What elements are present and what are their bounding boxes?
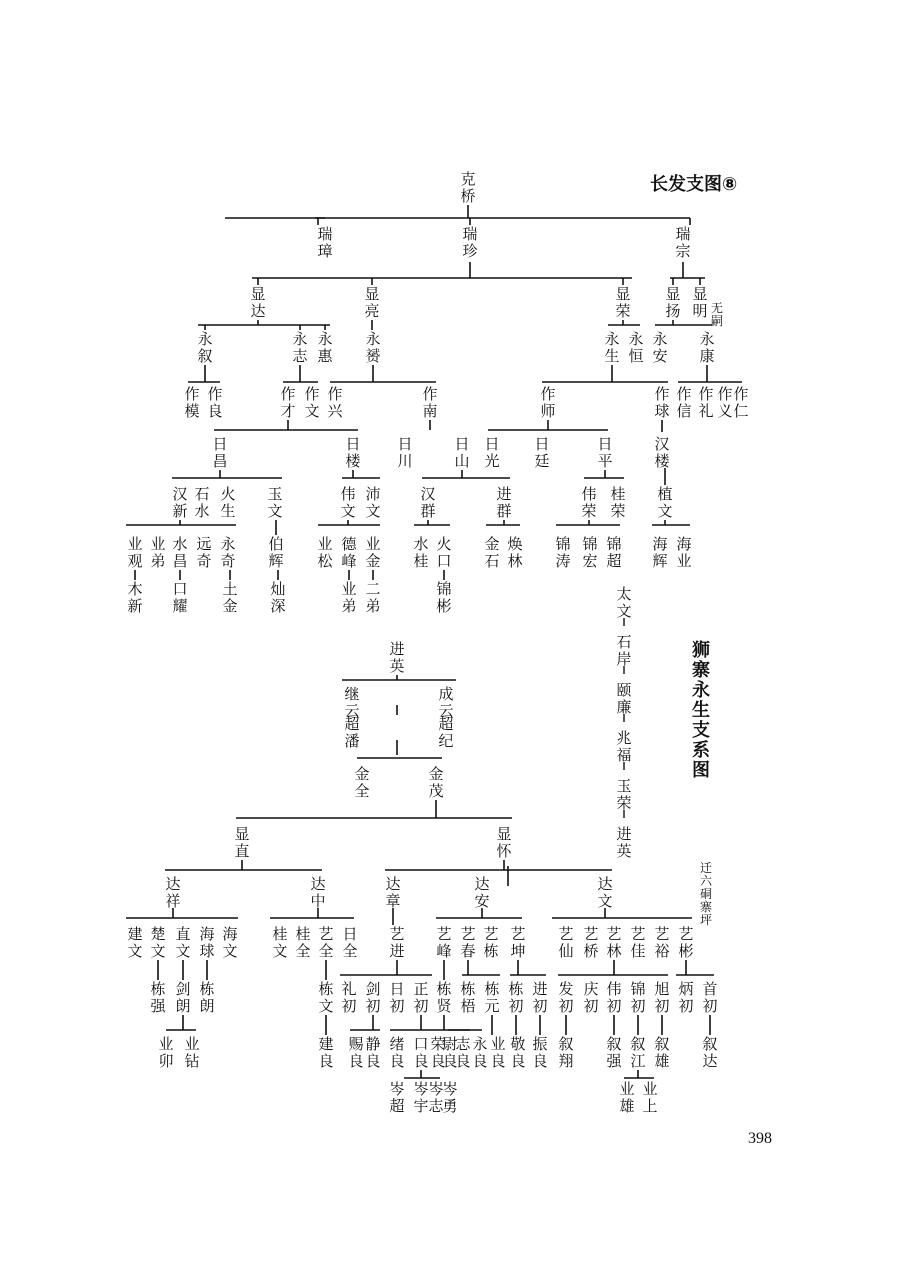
- person-name: 敬良: [510, 1035, 526, 1070]
- person-name: 业弟: [341, 580, 357, 615]
- person-name: 剑朗: [175, 980, 191, 1015]
- person-name: 振良: [532, 1035, 548, 1070]
- person-name: 首初: [702, 980, 718, 1015]
- person-name: 进群: [496, 485, 512, 520]
- person-name: 赐良: [348, 1035, 364, 1070]
- person-name: 作南: [422, 385, 438, 420]
- person-name: 作文: [304, 385, 320, 420]
- person-name: 达中: [310, 875, 326, 910]
- person-name: 艺春: [460, 925, 476, 960]
- person-name: 尉良: [442, 1035, 458, 1070]
- person-name: 口良: [413, 1035, 429, 1070]
- person-name: 永安: [652, 330, 668, 365]
- person-name: 克桥: [460, 170, 476, 205]
- person-name: 绪良: [389, 1035, 405, 1070]
- person-name: 栋贤: [436, 980, 452, 1015]
- person-name: 远奇: [196, 535, 212, 570]
- person-name: 日廷: [534, 435, 550, 470]
- person-name: 炳初: [678, 980, 694, 1015]
- person-name: 旭初: [654, 980, 670, 1015]
- person-name: 显怀: [496, 825, 512, 860]
- person-name: 叙强: [606, 1035, 622, 1070]
- person-name: 永志: [292, 330, 308, 365]
- person-name: 日平: [597, 435, 613, 470]
- tree-lines: [126, 205, 742, 1078]
- person-name: 水桂: [413, 535, 429, 570]
- lineage-name: 兆福: [616, 729, 632, 764]
- person-name: 岑勇: [442, 1080, 458, 1115]
- person-name: 作球: [654, 385, 670, 420]
- person-name: 岑志: [428, 1080, 444, 1115]
- person-name: 栋强: [150, 980, 166, 1015]
- person-name: 金全: [354, 765, 370, 800]
- lineage-name: 石岸: [616, 633, 632, 668]
- person-name: 口耀: [172, 580, 188, 615]
- person-name: 进初: [532, 980, 548, 1015]
- person-name: 荣良: [430, 1035, 446, 1070]
- person-name: 栋梧: [460, 980, 476, 1015]
- person-name: 显直: [234, 825, 250, 860]
- person-name: 汉新: [172, 485, 188, 520]
- person-name: 叙翔: [558, 1035, 574, 1070]
- person-name: 海业: [676, 535, 692, 570]
- person-name: 栋元: [484, 980, 500, 1015]
- person-name: 超纪: [438, 715, 454, 750]
- person-name: 岑超: [389, 1080, 405, 1115]
- person-name: 显明: [692, 285, 708, 320]
- person-name: 锦涛: [555, 535, 571, 570]
- lineage-name: 太文: [616, 585, 632, 620]
- person-name: 业雄: [619, 1080, 635, 1115]
- person-name: 汉楼: [654, 435, 670, 470]
- person-name: 桂荣: [610, 485, 626, 520]
- person-name: 作信: [676, 385, 692, 420]
- person-name: 艺仙: [558, 925, 574, 960]
- person-name: 超潘: [344, 715, 360, 750]
- lineage-name: 进英: [616, 825, 632, 860]
- chart-subtitle: 狮寨永生支系图: [689, 640, 710, 780]
- person-name: 建良: [318, 1035, 334, 1070]
- person-name: 进英: [389, 640, 405, 675]
- person-name: 焕林: [507, 535, 523, 570]
- person-name: 火生: [220, 485, 236, 520]
- person-name: 达安: [474, 875, 490, 910]
- person-name: 土金: [222, 580, 238, 615]
- person-name: 桂文: [272, 925, 288, 960]
- person-name: 海辉: [652, 535, 668, 570]
- person-name: 达章: [385, 875, 401, 910]
- person-name: 永生: [604, 330, 620, 365]
- person-name: 作仁: [733, 385, 749, 420]
- lineage-name: 颐廉: [616, 681, 632, 716]
- person-name: 永赟: [365, 330, 381, 365]
- person-name: 日初: [389, 980, 405, 1015]
- person-name: 水昌: [172, 535, 188, 570]
- person-name: 伟文: [340, 485, 356, 520]
- person-name: 叙达: [702, 1035, 718, 1070]
- person-name: 显荣: [615, 285, 631, 320]
- person-name: 金茂: [428, 765, 444, 800]
- person-name: 锦初: [630, 980, 646, 1015]
- person-name: 日光: [484, 435, 500, 470]
- person-name: 瑞宗: [675, 225, 691, 260]
- person-name: 植文: [657, 485, 673, 520]
- person-name: 作才: [280, 385, 296, 420]
- person-name: 日楼: [345, 435, 361, 470]
- person-name: 无嗣: [710, 301, 724, 328]
- person-name: 业钻: [184, 1035, 200, 1070]
- person-name: 永惠: [317, 330, 333, 365]
- person-name: 玉文: [267, 485, 283, 520]
- person-name: 业弟: [150, 535, 166, 570]
- person-name: 永良: [472, 1035, 488, 1070]
- person-name: 栋初: [508, 980, 524, 1015]
- person-name: 艺坤: [510, 925, 526, 960]
- person-name: 艺裕: [654, 925, 670, 960]
- person-name: 作礼: [698, 385, 714, 420]
- person-name: 业观: [127, 535, 143, 570]
- person-name: 木新: [127, 580, 143, 615]
- person-name: 日昌: [212, 435, 228, 470]
- person-name: 德峰: [341, 535, 357, 570]
- person-name: 艺彬: [678, 925, 694, 960]
- person-name: 业金: [365, 535, 381, 570]
- person-name: 艺全: [318, 925, 334, 960]
- person-name: 岑宇: [413, 1080, 429, 1115]
- person-name: 正初: [413, 980, 429, 1015]
- person-name: 艺进: [389, 925, 405, 960]
- person-name: 艺桥: [583, 925, 599, 960]
- person-name: 伟初: [606, 980, 622, 1015]
- person-name: 日山: [454, 435, 470, 470]
- person-name: 作兴: [327, 385, 343, 420]
- person-name: 锦彬: [436, 580, 452, 615]
- person-name: 锦超: [606, 535, 622, 570]
- person-name: 直文: [175, 925, 191, 960]
- person-name: 永恒: [628, 330, 644, 365]
- person-name: 庆初: [583, 980, 599, 1015]
- person-name: 志良: [455, 1035, 471, 1070]
- side-note: 迁六硐寨坪: [699, 861, 713, 927]
- person-name: 海文: [222, 925, 238, 960]
- person-name: 伟荣: [581, 485, 597, 520]
- person-name: 桂全: [295, 925, 311, 960]
- person-name: 栋朗: [199, 980, 215, 1015]
- person-name: 灿深: [270, 580, 286, 615]
- person-name: 作义: [717, 385, 733, 420]
- person-name: 艺峰: [436, 925, 452, 960]
- person-name: 艺林: [606, 925, 622, 960]
- person-name: 永康: [699, 330, 715, 365]
- person-name: 礼初: [341, 980, 357, 1015]
- person-name: 作师: [540, 385, 556, 420]
- person-name: 楚文: [150, 925, 166, 960]
- person-name: 汉群: [420, 485, 436, 520]
- person-name: 显扬: [665, 285, 681, 320]
- tree-names: [127, 170, 748, 1115]
- person-name: 发初: [558, 980, 574, 1015]
- person-name: 达文: [597, 875, 613, 910]
- lineage-name: 玉荣: [616, 777, 632, 812]
- person-name: 日川: [397, 435, 413, 470]
- person-name: 静良: [365, 1035, 381, 1070]
- person-name: 继云: [344, 685, 360, 720]
- page-number: 398: [748, 1130, 772, 1147]
- person-name: 火口: [436, 535, 452, 570]
- person-name: 石水: [194, 485, 210, 520]
- person-name: 永奇: [220, 535, 236, 570]
- person-name: 业松: [317, 535, 333, 570]
- chart-title: 长发支图⑧: [650, 174, 738, 195]
- person-name: 海球: [199, 925, 215, 960]
- person-name: 叙雄: [654, 1035, 670, 1070]
- person-name: 瑞珍: [462, 225, 478, 260]
- person-name: 永叙: [197, 330, 213, 365]
- person-name: 业卯: [158, 1035, 174, 1070]
- person-name: 瑞璋: [317, 225, 333, 260]
- person-name: 栋文: [318, 980, 334, 1015]
- person-name: 艺栋: [483, 925, 499, 960]
- person-name: 沛文: [365, 485, 381, 520]
- person-name: 伯辉: [268, 535, 284, 570]
- person-name: 作模: [184, 385, 200, 420]
- person-name: 显达: [250, 285, 266, 320]
- person-name: 日全: [342, 925, 358, 960]
- person-name: 建文: [127, 925, 143, 960]
- person-name: 达祥: [165, 875, 181, 910]
- person-name: 显亮: [364, 285, 380, 320]
- person-name: 艺佳: [630, 925, 646, 960]
- person-name: 二弟: [365, 580, 381, 615]
- person-name: 叙江: [630, 1035, 646, 1070]
- person-name: 剑初: [365, 980, 381, 1015]
- person-name: 业上: [642, 1080, 658, 1115]
- person-name: 锦宏: [582, 535, 598, 570]
- person-name: 成云: [438, 685, 454, 720]
- person-name: 金石: [484, 535, 500, 570]
- person-name: 业良: [490, 1035, 506, 1070]
- person-name: 作良: [207, 385, 223, 420]
